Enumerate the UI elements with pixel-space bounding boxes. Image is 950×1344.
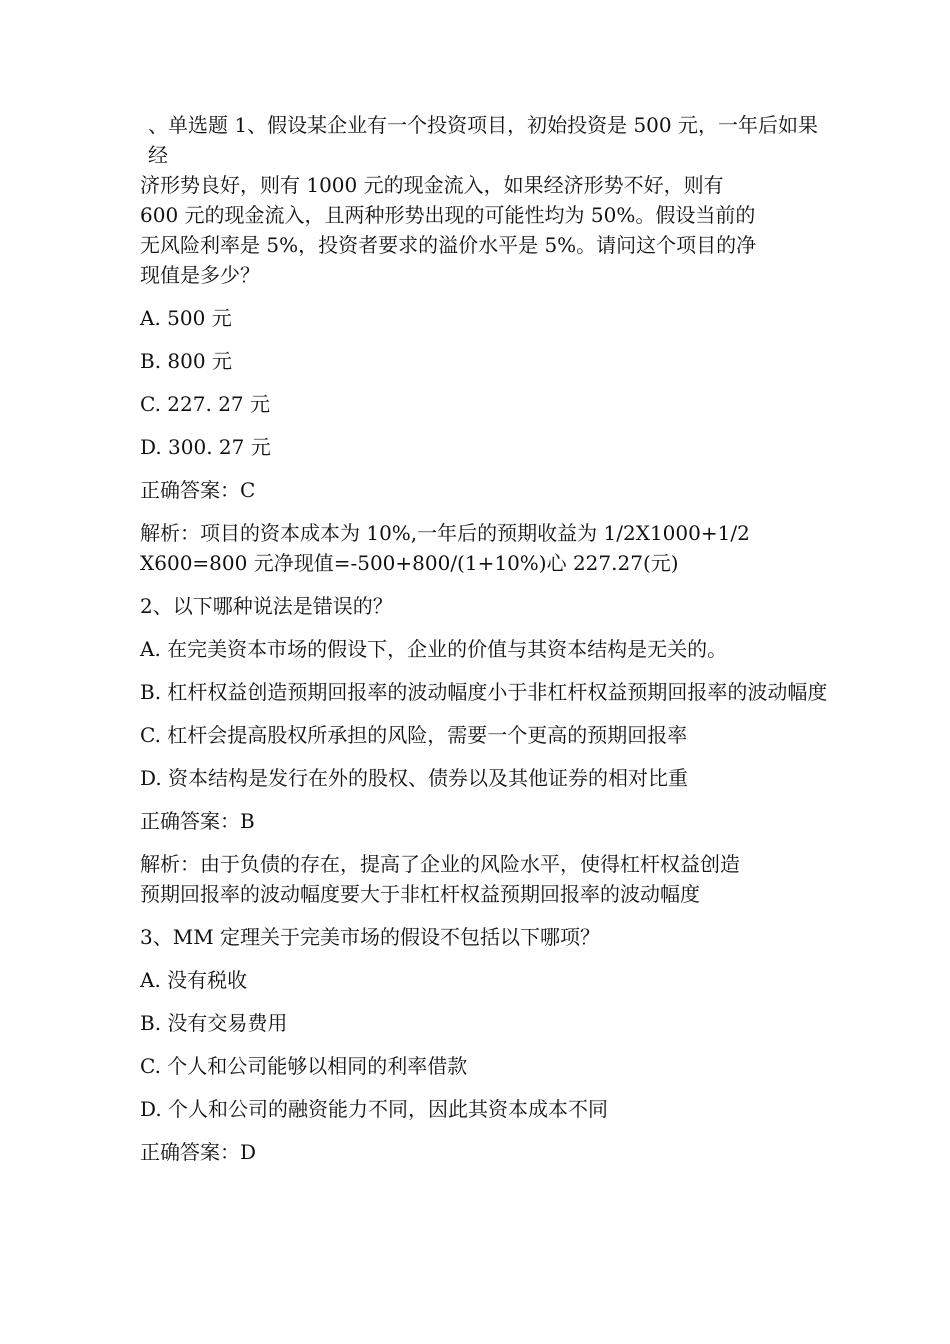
q1-explanation: [140, 518, 830, 578]
q1-option-d: D. 300. 27 元: [140, 435, 271, 459]
question-1-stem: [140, 110, 830, 290]
q1-stem-line-3: 600 元的现金流入，且两种形势出现的可能性均为 50%。假设当前的: [140, 203, 756, 227]
q1-explanation-line-1: 解析：项目的资本成本为 10%,一年后的预期收益为 1/2X1000+1/2: [140, 521, 750, 545]
q2-explanation: [140, 849, 830, 909]
q2-option-c: C. 杠杆会提高股权所承担的风险，需要一个更高的预期回报率: [140, 723, 688, 747]
q1-option-b: B. 800 元: [140, 349, 232, 373]
q1-stem-line-4: 无风险利率是 5%，投资者要求的溢价水平是 5%。请问这个项目的净: [140, 233, 757, 257]
q3-option-a: A. 没有税收: [140, 968, 248, 992]
q2-option-a: A. 在完美资本市场的假设下，企业的价值与其资本结构是无关的。: [140, 637, 728, 661]
q3-option-b: B. 没有交易费用: [140, 1011, 288, 1035]
q3-option-c: C. 个人和公司能够以相同的利率借款: [140, 1054, 468, 1078]
q2-answer: 正确答案：B: [140, 809, 255, 833]
q1-stem-line-2: 济形势良好，则有 1000 元的现金流入，如果经济形势不好，则有: [140, 173, 724, 197]
q1-explanation-line-2: X600=800 元净现值=-500+800/(1+10%)心 227.27(元): [140, 551, 679, 575]
q1-stem-line-1: 、单选题 1、假设某企业有一个投资项目，初始投资是 500 元，一年后如果经: [148, 113, 818, 167]
q2-option-d: D. 资本结构是发行在外的股权、债券以及其他证券的相对比重: [140, 766, 689, 790]
q1-stem-line-5: 现值是多少？: [140, 263, 260, 287]
q2-explanation-line-2: 预期回报率的波动幅度要大于非杠杆权益预期回报率的波动幅度: [140, 882, 700, 906]
q3-option-d: D. 个人和公司的融资能力不同，因此其资本成本不同: [140, 1097, 609, 1121]
q2-option-b: B. 杠杆权益创造预期回报率的波动幅度小于非杠杆权益预期回报率的波动幅度: [140, 680, 828, 704]
q1-answer: 正确答案：C: [140, 478, 256, 502]
q1-option-c: C. 227. 27 元: [140, 392, 270, 416]
question-3-stem: 3、MM 定理关于完美市场的假设不包括以下哪项？: [140, 925, 601, 949]
q2-explanation-line-1: 解析：由于负债的存在，提高了企业的风险水平，使得杠杆权益创造: [140, 852, 740, 876]
q1-option-a: A. 500 元: [140, 306, 232, 330]
question-2-stem: 2、以下哪种说法是错误的？: [140, 594, 393, 618]
document-page: [140, 110, 830, 1180]
q3-answer: 正确答案：D: [140, 1140, 257, 1164]
